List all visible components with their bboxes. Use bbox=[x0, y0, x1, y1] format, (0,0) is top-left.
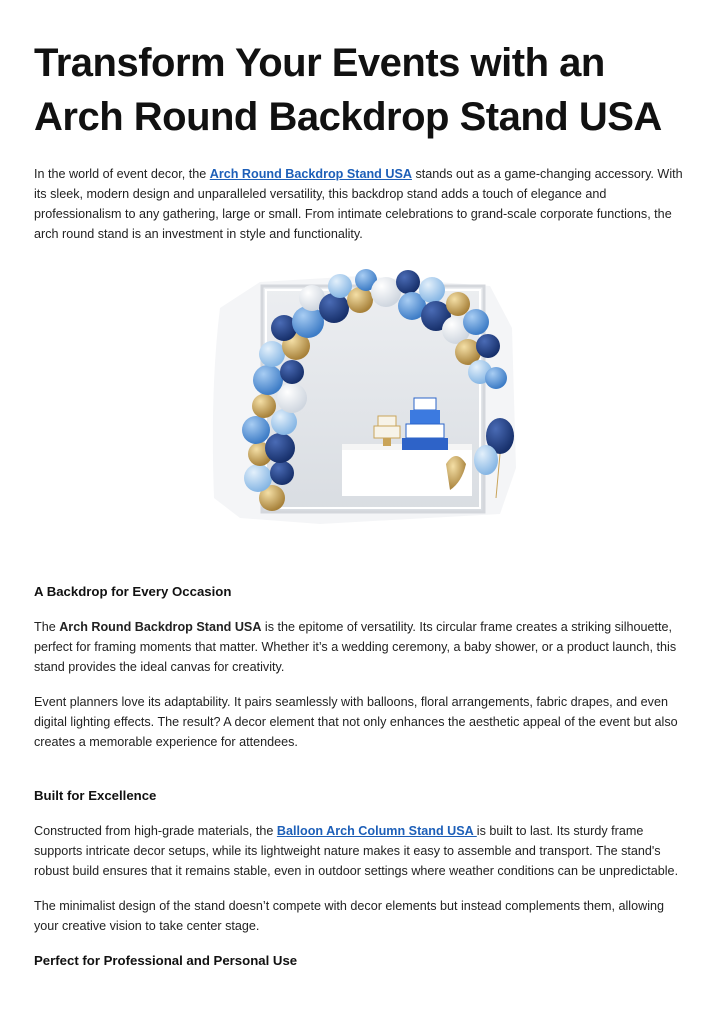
excellence-text-before: Constructed from high-grade materials, the bbox=[34, 824, 277, 838]
intro-paragraph bbox=[34, 164, 686, 244]
occasion-text-before: The bbox=[34, 620, 60, 634]
occasion-text-after: is the epitome of versatility. Its circular frame creates a striking silhouette, perfect for framing moments that matter. Whether it’s a wedding ceremony, a baby shower, or a product launch, this stand provides the ideal canvas for creativity. bbox=[34, 620, 677, 674]
excellence-text-after: is built to last. Its sturdy frame supports intricate decor setups, while its lightweight nature makes it easy to assemble and transport. The stand's robust build ensures that it remains stable, even in outdoor settings where weather conditions can be unpredictable. bbox=[34, 824, 679, 878]
excellence-paragraph-1 bbox=[34, 821, 686, 881]
hero-image bbox=[0, 260, 720, 540]
occasion-paragraph-2: Event planners love its adaptability. It pairs seamlessly with balloons, floral arrangements, fabric drapes, and even digital lighting effects. The result? A decor element that not only enhances the aesthetic appeal of the event but also creates a memorable experience for attendees. bbox=[34, 695, 678, 749]
page-title: Transform Your Events with an Arch Round Backdrop Stand USA bbox=[34, 41, 662, 139]
section-heading-occasion: A Backdrop for Every Occasion bbox=[34, 584, 232, 599]
balloon-arch-column-stand-link[interactable]: Balloon Arch Column Stand USA bbox=[276, 824, 477, 838]
balloon-arch-photo-icon bbox=[200, 268, 520, 530]
excellence-paragraph-2: The minimalist design of the stand doesn’t compete with decor elements but instead complements them, allowing your creative vision to take center stage. bbox=[34, 899, 665, 933]
arch-round-backdrop-link[interactable]: Arch Round Backdrop Stand USA bbox=[209, 167, 412, 181]
occasion-paragraph-1 bbox=[34, 617, 686, 677]
occasion-bold-product: Arch Round Backdrop Stand USA bbox=[59, 620, 262, 634]
intro-text-before: In the world of event decor, the bbox=[34, 167, 210, 181]
section-heading-excellence: Built for Excellence bbox=[34, 788, 157, 803]
section-heading-perfect: Perfect for Professional and Personal Use bbox=[34, 953, 298, 968]
intro-text-after: stands out as a game-changing accessory. With its sleek, modern design and unparalleled versatility, this backdrop stand adds a touch of elegance and professionalism to any gathering, large or small. From intimate celebrations to grand-scale corporate functions, the arch round stand is an investment in style and functionality. bbox=[34, 167, 683, 241]
